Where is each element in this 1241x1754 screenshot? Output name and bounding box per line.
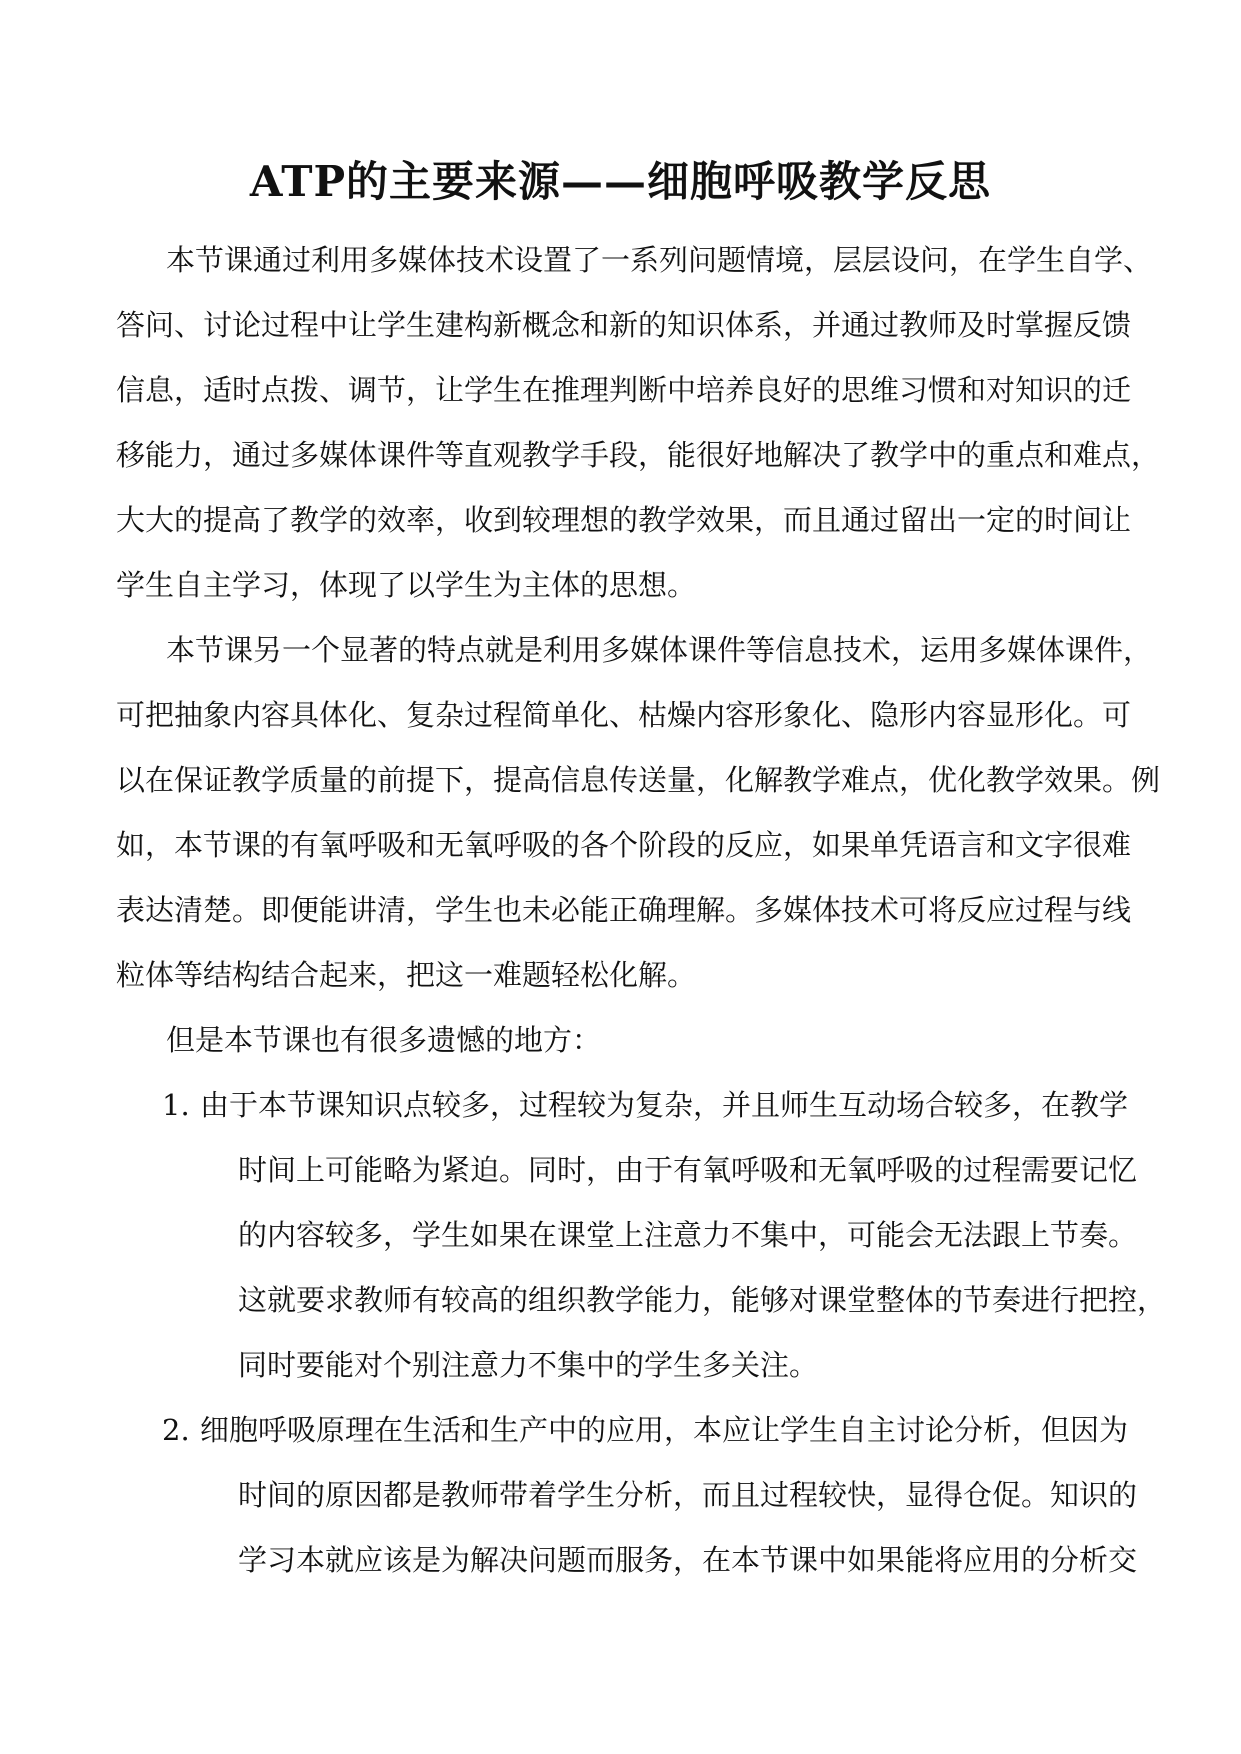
- list-item-1-line-4: 这就要求教师有较高的组织教学能力，能够对课堂整体的节奏进行把控，: [238, 1283, 1167, 1317]
- list-item-2-line-2: 时间的原因都是教师带着学生分析，而且过程较快，显得仓促。知识的: [238, 1478, 1138, 1512]
- list-item-1-line-2: 时间上可能略为紧迫。同时，由于有氧呼吸和无氧呼吸的过程需要记忆: [238, 1153, 1138, 1187]
- paragraph-1-line-2: 答问、讨论过程中让学生建构新概念和新的知识体系，并通过教师及时掌握反馈: [116, 308, 1132, 342]
- page-title: ATP的主要来源——细胞呼吸教学反思: [249, 157, 992, 206]
- paragraph-1-line-6: 学生自主学习，体现了以学生为主体的思想。: [116, 568, 697, 602]
- paragraph-1-line-1: 本节课通过利用多媒体技术设置了一系列问题情境，层层设问，在学生自学、: [166, 243, 1153, 277]
- list-item-1-number: 1.: [162, 1088, 190, 1122]
- paragraph-2-line-1: 本节课另一个显著的特点就是利用多媒体课件等信息技术，运用多媒体课件，: [166, 633, 1153, 667]
- paragraph-1-line-4: 移能力，通过多媒体课件等直观教学手段，能很好地解决了教学中的重点和难点，: [116, 438, 1161, 472]
- list-item-1-line-1: 由于本节课知识点较多，过程较为复杂，并且师生互动场合较多，在教学: [200, 1088, 1129, 1122]
- paragraph-2-line-3: 以在保证教学质量的前提下，提高信息传送量，化解教学难点，优化教学效果。例: [116, 763, 1161, 797]
- paragraph-2-line-6: 粒体等结构结合起来，把这一难题轻松化解。: [116, 958, 697, 992]
- paragraph-2-line-5: 表达清楚。即便能讲清，学生也未必能正确理解。多媒体技术可将反应过程与线: [116, 893, 1132, 927]
- paragraph-2-line-4: 如，本节课的有氧呼吸和无氧呼吸的各个阶段的反应，如果单凭语言和文字很难: [116, 828, 1132, 862]
- paragraph-1-line-3: 信息，适时点拨、调节，让学生在推理判断中培养良好的思维习惯和对知识的迁: [116, 373, 1132, 407]
- list-item-1-line-3: 的内容较多，学生如果在课堂上注意力不集中，可能会无法跟上节奏。: [238, 1218, 1138, 1252]
- list-item-2-number: 2.: [162, 1413, 190, 1447]
- paragraph-2-line-2: 可把抽象内容具体化、复杂过程简单化、枯燥内容形象化、隐形内容显形化。可: [116, 698, 1132, 732]
- list-item-1-line-5: 同时要能对个别注意力不集中的学生多关注。: [238, 1348, 819, 1382]
- paragraph-3-line-1: 但是本节课也有很多遗憾的地方：: [166, 1023, 602, 1057]
- paragraph-1-line-5: 大大的提高了教学的效率，收到较理想的教学效果，而且通过留出一定的时间让: [116, 503, 1132, 537]
- list-item-2-line-3: 学习本就应该是为解决问题而服务，在本节课中如果能将应用的分析交: [238, 1543, 1138, 1577]
- list-item-2-line-1: 细胞呼吸原理在生活和生产中的应用，本应让学生自主讨论分析，但因为: [200, 1413, 1129, 1447]
